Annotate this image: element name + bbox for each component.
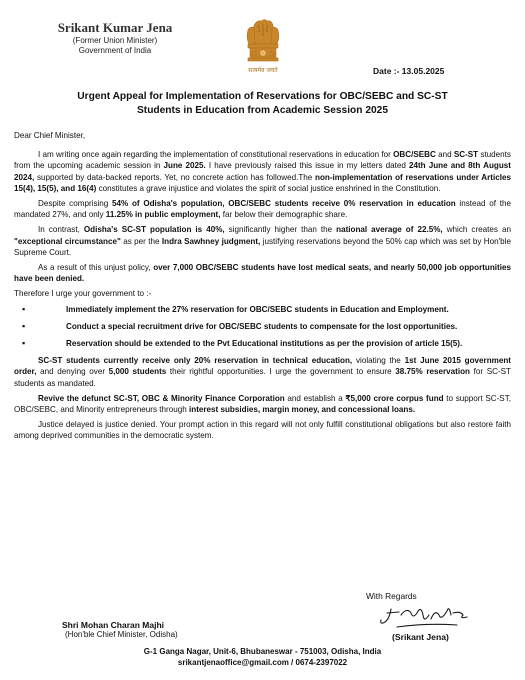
salutation: Dear Chief Minister,: [14, 131, 86, 140]
text-run: supported by data-backed reports. Yet, no concrete action has followed.The: [34, 172, 316, 182]
paragraph-2: [14, 198, 511, 220]
text-run: national average of 22.5%,: [336, 225, 443, 235]
text-run: As a result of this unjust policy,: [38, 263, 154, 273]
text-run: as per the: [120, 236, 162, 246]
urge-line: Therefore I urge your government to :-: [14, 289, 152, 299]
text-run: their rightful opportunities. I urge the government to ensure: [166, 367, 396, 377]
text-run: for SC-ST students as mandated.: [14, 367, 511, 388]
paragraph-5: [14, 355, 511, 389]
text-run: over 7,000 OBC/SEBC students have lost medical seats, and nearly 50,000 job opportunities have been denied.: [14, 263, 512, 284]
text-run: I am writing once again regarding the implementation of constitutional reservations in education for: [38, 150, 394, 160]
text-run: instead of the mandated 27%, and only: [14, 199, 511, 220]
recipient: [62, 620, 178, 639]
list-item: [14, 321, 511, 332]
contact-line: srikantjenaoffice@gmail.com / 0674-2397022: [177, 658, 348, 667]
text-run: justifying reservations beyond the 50% cap which was set by Hon'ble Supreme Court.: [14, 236, 511, 257]
text-run: to support SC-ST, OBC/SEBC, and Minority entrepreneurs through: [14, 393, 512, 415]
paragraph-4: [14, 262, 511, 284]
text-run: significantly higher than the: [224, 225, 337, 235]
paragraph-6: [14, 393, 511, 415]
text-run: Odisha's SC-ST population is 40%,: [83, 225, 225, 235]
text-run: Justice delayed is justice denied. Your prompt action in this regard will not only fulfill constitutional obligations but also restore faith among deprived communities in the democratic system.: [14, 420, 511, 441]
bullet-icon: ▪: [22, 338, 26, 349]
text-run: 5,000 students: [108, 367, 167, 377]
text-run: constitutes a grave injustice and violates the spirit of social justice enshrined in the Constitution.: [96, 183, 441, 193]
text-run: and denying over: [36, 367, 109, 377]
subject-line-1: Urgent Appeal for Implementation of Reservations for OBC/SEBC and SC-ST: [77, 91, 448, 102]
closing: With Regards: [366, 591, 417, 601]
text-run: non-implementation of reservations under Articles 15(4), 15(5), and 16(4): [14, 172, 511, 193]
list-item: [14, 304, 511, 315]
paragraph-3: [14, 224, 511, 258]
demand-text: Reservation should be extended to the Pvt Educational institutions as per the provision of article 15(5).: [66, 339, 463, 349]
bullet-icon: ▪: [22, 320, 26, 331]
text-run: Indra Sawhney judgment,: [161, 236, 261, 246]
letter-date: Date :- 13.05.2025: [373, 66, 445, 76]
text-run: far below their demographic share.: [220, 210, 348, 220]
text-run: students from the upcoming academic session in: [14, 150, 511, 171]
address-line: G-1 Ganga Nagar, Unit-6, Bhubaneswar - 751003, Odisha, India: [143, 647, 382, 656]
text-run: 38.75% reservation: [395, 367, 470, 377]
paragraph-7: [14, 419, 511, 441]
demands-list: [14, 304, 511, 350]
text-run: June 2025.: [163, 161, 206, 171]
text-run: SC-ST: [453, 150, 479, 160]
text-run: SC-ST students currently receive only 20% reservation in technical education,: [38, 356, 353, 366]
bullet-icon: ▪: [22, 303, 26, 314]
text-run: 24th June and 8th August 2024,: [14, 161, 511, 182]
text-run: ₹5,000 crore corpus fund: [345, 393, 444, 403]
footer-address: [0, 646, 525, 668]
text-run: violating the: [352, 356, 405, 366]
signatory-name: (Srikant Jena): [392, 632, 449, 642]
signature-icon: [377, 601, 497, 633]
national-emblem-icon: [240, 16, 286, 86]
text-run: Revive the defunct SC-ST, OBC & Minority Finance Corporation: [38, 393, 285, 403]
sender-org: Government of India: [78, 46, 152, 55]
text-run: 1st June 2015 government order,: [14, 356, 511, 377]
list-item: [14, 338, 511, 349]
subject-line-2: Students in Education from Academic Session 2025: [137, 105, 388, 116]
sender-name: Srikant Kumar Jena: [57, 20, 173, 35]
emblem-motto: सत्यमेव जयते: [248, 67, 278, 74]
text-run: Despite comprising: [38, 199, 113, 209]
sender-designation: (Former Union Minister): [72, 36, 158, 45]
text-run: 54% of Odisha's population, OBC/SEBC students receive 0% reservation in education: [112, 199, 456, 209]
paragraph-1: [14, 149, 511, 194]
text-run: In contrast,: [38, 225, 84, 235]
demand-text: Conduct a special recruitment drive for OBC/SEBC students to compensate for the lost opportunities.: [66, 321, 458, 331]
text-run: and: [435, 150, 454, 160]
recipient-name: Shri Mohan Charan Majhi: [62, 620, 165, 630]
text-run: and establish a: [284, 393, 346, 403]
text-run: I have previously raised this issue in my letters dated: [205, 161, 409, 171]
text-run: OBC/SEBC: [393, 150, 436, 160]
demand-text: Immediately implement the 27% reservation for OBC/SEBC students in Education and Employment.: [66, 304, 449, 314]
recipient-title: (Hon'ble Chief Minister, Odisha): [65, 630, 178, 639]
text-run: "exceptional circumstance": [14, 236, 121, 246]
letter-subject: [30, 90, 495, 118]
text-run: which creates an: [442, 225, 511, 235]
letterhead: [50, 20, 180, 56]
letter-body: [14, 130, 511, 446]
text-run: 11.25% in public employment,: [105, 210, 221, 220]
text-run: interest subsidies, margin money, and concessional loans.: [189, 405, 416, 415]
